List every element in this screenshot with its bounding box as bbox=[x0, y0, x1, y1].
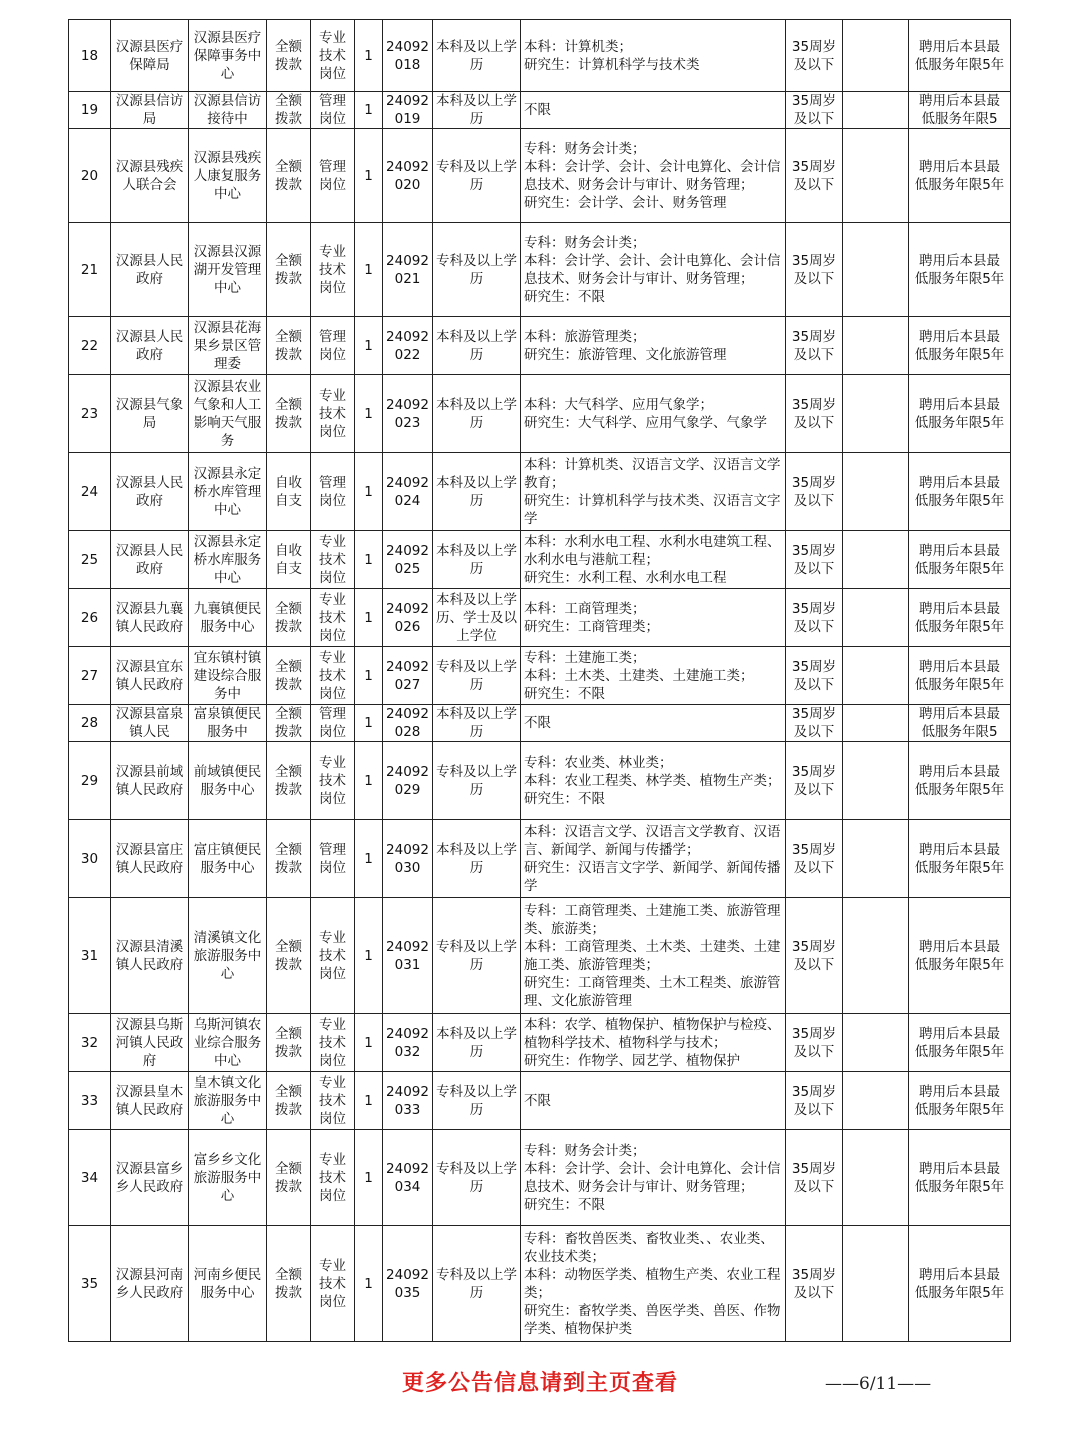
post-type-cell: 管理岗位 bbox=[311, 705, 355, 742]
service-term-note-cell: 聘用后本县最低服务年限5年 bbox=[909, 820, 1011, 898]
funding-type-cell: 全额拨款 bbox=[267, 1130, 311, 1226]
age-requirement-cell: 35周岁及以下 bbox=[786, 647, 843, 705]
age-requirement-cell: 35周岁及以下 bbox=[786, 705, 843, 742]
education-cell: 专科及以上学历 bbox=[433, 223, 521, 317]
hiring-count-cell: 1 bbox=[355, 129, 383, 223]
other-requirement-cell bbox=[843, 129, 909, 223]
major-requirement-cell: 专科：工商管理类、土建施工类、旅游管理类、旅游类； 本科：工商管理类、土木类、土建类、土建施工类、旅游管理类； 研究生：工商管理类、土木工程类、旅游管理、文化旅游管理 bbox=[521, 898, 786, 1014]
age-requirement-cell: 35周岁及以下 bbox=[786, 742, 843, 820]
post-code-cell: 24092031 bbox=[383, 898, 433, 1014]
unit-cell: 汉源县永定桥水库管理中心 bbox=[189, 453, 267, 531]
post-code-cell: 24092033 bbox=[383, 1072, 433, 1130]
post-code-cell: 24092035 bbox=[383, 1226, 433, 1342]
hiring-count-cell: 1 bbox=[355, 742, 383, 820]
row-number-cell: 22 bbox=[69, 317, 111, 375]
unit-cell: 汉源县医疗保障事务中心 bbox=[189, 20, 267, 92]
service-term-note-cell: 聘用后本县最低服务年限5 bbox=[909, 92, 1011, 129]
age-requirement-cell: 35周岁及以下 bbox=[786, 589, 843, 647]
table-row bbox=[69, 1130, 1011, 1226]
hiring-count-cell: 1 bbox=[355, 1072, 383, 1130]
post-code-cell: 24092029 bbox=[383, 742, 433, 820]
table-row bbox=[69, 375, 1011, 453]
post-code-cell: 24092018 bbox=[383, 20, 433, 92]
major-requirement-cell: 专科：财务会计类； 本科：会计学、会计、会计电算化、会计信息技术、财务会计与审计、财务管理； 研究生：会计学、会计、财务管理 bbox=[521, 129, 786, 223]
age-requirement-cell: 35周岁及以下 bbox=[786, 20, 843, 92]
service-term-note-cell: 聘用后本县最低服务年限5年 bbox=[909, 223, 1011, 317]
table-row bbox=[69, 223, 1011, 317]
unit-cell: 富乡乡文化旅游服务中心 bbox=[189, 1130, 267, 1226]
post-code-cell: 24092030 bbox=[383, 820, 433, 898]
department-cell: 汉源县富泉镇人民 bbox=[111, 705, 189, 742]
other-requirement-cell bbox=[843, 223, 909, 317]
table-row bbox=[69, 898, 1011, 1014]
funding-type-cell: 自收自支 bbox=[267, 453, 311, 531]
unit-cell: 汉源县信访接待中 bbox=[189, 92, 267, 129]
unit-cell: 汉源县永定桥水库服务中心 bbox=[189, 531, 267, 589]
funding-type-cell: 全额拨款 bbox=[267, 589, 311, 647]
service-term-note-cell: 聘用后本县最低服务年限5年 bbox=[909, 531, 1011, 589]
other-requirement-cell bbox=[843, 589, 909, 647]
post-type-cell: 专业技术岗位 bbox=[311, 1072, 355, 1130]
education-cell: 专科及以上学历 bbox=[433, 647, 521, 705]
education-cell: 专科及以上学历 bbox=[433, 1130, 521, 1226]
recruitment-table bbox=[68, 19, 1011, 1342]
post-code-cell: 24092032 bbox=[383, 1014, 433, 1072]
row-number-cell: 25 bbox=[69, 531, 111, 589]
post-type-cell: 专业技术岗位 bbox=[311, 1130, 355, 1226]
page-number: ——6/11—— bbox=[825, 1374, 932, 1394]
age-requirement-cell: 35周岁及以下 bbox=[786, 92, 843, 129]
hiring-count-cell: 1 bbox=[355, 820, 383, 898]
other-requirement-cell bbox=[843, 742, 909, 820]
homepage-link[interactable]: 更多公告信息请到主页查看 bbox=[401, 1371, 678, 1396]
hiring-count-cell: 1 bbox=[355, 647, 383, 705]
major-requirement-cell: 专科：土建施工类； 本科：土木类、土建类、土建施工类； 研究生：不限 bbox=[521, 647, 786, 705]
major-requirement-cell: 不限 bbox=[521, 92, 786, 129]
post-type-cell: 专业技术岗位 bbox=[311, 20, 355, 92]
other-requirement-cell bbox=[843, 20, 909, 92]
other-requirement-cell bbox=[843, 647, 909, 705]
unit-cell: 汉源县花海果乡景区管理委 bbox=[189, 317, 267, 375]
education-cell: 本科及以上学历 bbox=[433, 375, 521, 453]
hiring-count-cell: 1 bbox=[355, 705, 383, 742]
funding-type-cell: 全额拨款 bbox=[267, 20, 311, 92]
row-number-cell: 24 bbox=[69, 453, 111, 531]
row-number-cell: 18 bbox=[69, 20, 111, 92]
other-requirement-cell bbox=[843, 1072, 909, 1130]
major-requirement-cell: 本科：水利水电工程、水利水电建筑工程、水利水电与港航工程； 研究生：水利工程、水利水电工程 bbox=[521, 531, 786, 589]
table-row bbox=[69, 129, 1011, 223]
education-cell: 本科及以上学历 bbox=[433, 820, 521, 898]
row-number-cell: 21 bbox=[69, 223, 111, 317]
department-cell: 汉源县乌斯河镇人民政府 bbox=[111, 1014, 189, 1072]
row-number-cell: 34 bbox=[69, 1130, 111, 1226]
funding-type-cell: 全额拨款 bbox=[267, 1072, 311, 1130]
post-type-cell: 专业技术岗位 bbox=[311, 742, 355, 820]
service-term-note-cell: 聘用后本县最低服务年限5年 bbox=[909, 20, 1011, 92]
post-code-cell: 24092025 bbox=[383, 531, 433, 589]
post-code-cell: 24092019 bbox=[383, 92, 433, 129]
unit-cell: 皇木镇文化旅游服务中心 bbox=[189, 1072, 267, 1130]
unit-cell: 宜东镇村镇建设综合服务中 bbox=[189, 647, 267, 705]
post-type-cell: 专业技术岗位 bbox=[311, 589, 355, 647]
unit-cell: 河南乡便民服务中心 bbox=[189, 1226, 267, 1342]
hiring-count-cell: 1 bbox=[355, 375, 383, 453]
table-row bbox=[69, 531, 1011, 589]
unit-cell: 汉源县汉源湖开发管理中心 bbox=[189, 223, 267, 317]
hiring-count-cell: 1 bbox=[355, 20, 383, 92]
funding-type-cell: 全额拨款 bbox=[267, 705, 311, 742]
education-cell: 本科及以上学历 bbox=[433, 531, 521, 589]
unit-cell: 富泉镇便民服务中 bbox=[189, 705, 267, 742]
department-cell: 汉源县河南乡人民政府 bbox=[111, 1226, 189, 1342]
hiring-count-cell: 1 bbox=[355, 317, 383, 375]
row-number-cell: 28 bbox=[69, 705, 111, 742]
hiring-count-cell: 1 bbox=[355, 1226, 383, 1342]
department-cell: 汉源县气象局 bbox=[111, 375, 189, 453]
other-requirement-cell bbox=[843, 531, 909, 589]
funding-type-cell: 全额拨款 bbox=[267, 223, 311, 317]
service-term-note-cell: 聘用后本县最低服务年限5年 bbox=[909, 589, 1011, 647]
department-cell: 汉源县宜东镇人民政府 bbox=[111, 647, 189, 705]
post-type-cell: 专业技术岗位 bbox=[311, 1226, 355, 1342]
department-cell: 汉源县皇木镇人民政府 bbox=[111, 1072, 189, 1130]
major-requirement-cell: 本科：旅游管理类； 研究生：旅游管理、文化旅游管理 bbox=[521, 317, 786, 375]
post-type-cell: 管理岗位 bbox=[311, 453, 355, 531]
department-cell: 汉源县富乡乡人民政府 bbox=[111, 1130, 189, 1226]
education-cell: 本科及以上学历、学士及以上学位 bbox=[433, 589, 521, 647]
row-number-cell: 33 bbox=[69, 1072, 111, 1130]
post-type-cell: 专业技术岗位 bbox=[311, 1014, 355, 1072]
table-body bbox=[69, 20, 1011, 1342]
table-row bbox=[69, 820, 1011, 898]
major-requirement-cell: 本科：工商管理类； 研究生：工商管理类； bbox=[521, 589, 786, 647]
post-type-cell: 专业技术岗位 bbox=[311, 531, 355, 589]
service-term-note-cell: 聘用后本县最低服务年限5年 bbox=[909, 1014, 1011, 1072]
post-code-cell: 24092021 bbox=[383, 223, 433, 317]
funding-type-cell: 全额拨款 bbox=[267, 820, 311, 898]
funding-type-cell: 全额拨款 bbox=[267, 898, 311, 1014]
department-cell: 汉源县九襄镇人民政府 bbox=[111, 589, 189, 647]
table-row bbox=[69, 1072, 1011, 1130]
table-row bbox=[69, 705, 1011, 742]
table-row bbox=[69, 453, 1011, 531]
department-cell: 汉源县前域镇人民政府 bbox=[111, 742, 189, 820]
funding-type-cell: 全额拨款 bbox=[267, 647, 311, 705]
major-requirement-cell: 不限 bbox=[521, 705, 786, 742]
service-term-note-cell: 聘用后本县最低服务年限5年 bbox=[909, 1226, 1011, 1342]
major-requirement-cell: 本科：汉语言文学、汉语言文学教育、汉语言、新闻学、新闻与传播学； 研究生：汉语言文字学、新闻学、新闻传播学 bbox=[521, 820, 786, 898]
department-cell: 汉源县医疗保障局 bbox=[111, 20, 189, 92]
other-requirement-cell bbox=[843, 820, 909, 898]
hiring-count-cell: 1 bbox=[355, 1130, 383, 1226]
education-cell: 本科及以上学历 bbox=[433, 92, 521, 129]
service-term-note-cell: 聘用后本县最低服务年限5年 bbox=[909, 647, 1011, 705]
department-cell: 汉源县人民政府 bbox=[111, 223, 189, 317]
row-number-cell: 32 bbox=[69, 1014, 111, 1072]
age-requirement-cell: 35周岁及以下 bbox=[786, 1014, 843, 1072]
major-requirement-cell: 专科：财务会计类； 本科：会计学、会计、会计电算化、会计信息技术、财务会计与审计、财务管理； 研究生：不限 bbox=[521, 1130, 786, 1226]
major-requirement-cell: 本科：农学、植物保护、植物保护与检疫、植物科学技术、植物科学与技术； 研究生：作物学、园艺学、植物保护 bbox=[521, 1014, 786, 1072]
table-row bbox=[69, 92, 1011, 129]
hiring-count-cell: 1 bbox=[355, 1014, 383, 1072]
education-cell: 专科及以上学历 bbox=[433, 129, 521, 223]
hiring-count-cell: 1 bbox=[355, 92, 383, 129]
education-cell: 本科及以上学历 bbox=[433, 317, 521, 375]
major-requirement-cell: 本科：大气科学、应用气象学； 研究生：大气科学、应用气象学、气象学 bbox=[521, 375, 786, 453]
post-code-cell: 24092028 bbox=[383, 705, 433, 742]
funding-type-cell: 全额拨款 bbox=[267, 92, 311, 129]
age-requirement-cell: 35周岁及以下 bbox=[786, 317, 843, 375]
education-cell: 本科及以上学历 bbox=[433, 1014, 521, 1072]
age-requirement-cell: 35周岁及以下 bbox=[786, 129, 843, 223]
row-number-cell: 31 bbox=[69, 898, 111, 1014]
post-code-cell: 24092024 bbox=[383, 453, 433, 531]
education-cell: 专科及以上学历 bbox=[433, 898, 521, 1014]
other-requirement-cell bbox=[843, 453, 909, 531]
other-requirement-cell bbox=[843, 1130, 909, 1226]
row-number-cell: 30 bbox=[69, 820, 111, 898]
row-number-cell: 20 bbox=[69, 129, 111, 223]
service-term-note-cell: 聘用后本县最低服务年限5年 bbox=[909, 1072, 1011, 1130]
other-requirement-cell bbox=[843, 375, 909, 453]
post-code-cell: 24092026 bbox=[383, 589, 433, 647]
table-row bbox=[69, 317, 1011, 375]
unit-cell: 富庄镇便民服务中心 bbox=[189, 820, 267, 898]
row-number-cell: 27 bbox=[69, 647, 111, 705]
funding-type-cell: 全额拨款 bbox=[267, 742, 311, 820]
funding-type-cell: 全额拨款 bbox=[267, 1226, 311, 1342]
table-row bbox=[69, 742, 1011, 820]
row-number-cell: 23 bbox=[69, 375, 111, 453]
major-requirement-cell: 不限 bbox=[521, 1072, 786, 1130]
funding-type-cell: 全额拨款 bbox=[267, 129, 311, 223]
other-requirement-cell bbox=[843, 705, 909, 742]
post-code-cell: 24092034 bbox=[383, 1130, 433, 1226]
post-type-cell: 专业技术岗位 bbox=[311, 375, 355, 453]
row-number-cell: 26 bbox=[69, 589, 111, 647]
age-requirement-cell: 35周岁及以下 bbox=[786, 453, 843, 531]
unit-cell: 乌斯河镇农业综合服务中心 bbox=[189, 1014, 267, 1072]
other-requirement-cell bbox=[843, 898, 909, 1014]
post-type-cell: 管理岗位 bbox=[311, 317, 355, 375]
post-type-cell: 管理岗位 bbox=[311, 820, 355, 898]
age-requirement-cell: 35周岁及以下 bbox=[786, 223, 843, 317]
education-cell: 专科及以上学历 bbox=[433, 1072, 521, 1130]
row-number-cell: 29 bbox=[69, 742, 111, 820]
unit-cell: 清溪镇文化旅游服务中心 bbox=[189, 898, 267, 1014]
post-code-cell: 24092020 bbox=[383, 129, 433, 223]
education-cell: 专科及以上学历 bbox=[433, 742, 521, 820]
department-cell: 汉源县清溪镇人民政府 bbox=[111, 898, 189, 1014]
service-term-note-cell: 聘用后本县最低服务年限5年 bbox=[909, 898, 1011, 1014]
row-number-cell: 19 bbox=[69, 92, 111, 129]
other-requirement-cell bbox=[843, 1014, 909, 1072]
post-type-cell: 专业技术岗位 bbox=[311, 647, 355, 705]
hiring-count-cell: 1 bbox=[355, 453, 383, 531]
service-term-note-cell: 聘用后本县最低服务年限5年 bbox=[909, 317, 1011, 375]
service-term-note-cell: 聘用后本县最低服务年限5年 bbox=[909, 375, 1011, 453]
unit-cell: 汉源县残疾人康复服务中心 bbox=[189, 129, 267, 223]
service-term-note-cell: 聘用后本县最低服务年限5 bbox=[909, 705, 1011, 742]
hiring-count-cell: 1 bbox=[355, 898, 383, 1014]
other-requirement-cell bbox=[843, 317, 909, 375]
service-term-note-cell: 聘用后本县最低服务年限5年 bbox=[909, 1130, 1011, 1226]
department-cell: 汉源县人民政府 bbox=[111, 317, 189, 375]
other-requirement-cell bbox=[843, 92, 909, 129]
age-requirement-cell: 35周岁及以下 bbox=[786, 531, 843, 589]
education-cell: 本科及以上学历 bbox=[433, 20, 521, 92]
post-code-cell: 24092023 bbox=[383, 375, 433, 453]
age-requirement-cell: 35周岁及以下 bbox=[786, 1072, 843, 1130]
age-requirement-cell: 35周岁及以下 bbox=[786, 1130, 843, 1226]
major-requirement-cell: 本科：计算机类； 研究生：计算机科学与技术类 bbox=[521, 20, 786, 92]
table-row bbox=[69, 589, 1011, 647]
hiring-count-cell: 1 bbox=[355, 531, 383, 589]
post-type-cell: 管理岗位 bbox=[311, 129, 355, 223]
department-cell: 汉源县人民政府 bbox=[111, 453, 189, 531]
department-cell: 汉源县残疾人联合会 bbox=[111, 129, 189, 223]
post-type-cell: 专业技术岗位 bbox=[311, 898, 355, 1014]
hiring-count-cell: 1 bbox=[355, 589, 383, 647]
unit-cell: 汉源县农业气象和人工影响天气服务 bbox=[189, 375, 267, 453]
row-number-cell: 35 bbox=[69, 1226, 111, 1342]
department-cell: 汉源县富庄镇人民政府 bbox=[111, 820, 189, 898]
age-requirement-cell: 35周岁及以下 bbox=[786, 898, 843, 1014]
department-cell: 汉源县人民政府 bbox=[111, 531, 189, 589]
education-cell: 本科及以上学历 bbox=[433, 705, 521, 742]
table-row bbox=[69, 1226, 1011, 1342]
funding-type-cell: 全额拨款 bbox=[267, 1014, 311, 1072]
table-row bbox=[69, 1014, 1011, 1072]
major-requirement-cell: 专科：财务会计类； 本科：会计学、会计、会计电算化、会计信息技术、财务会计与审计、财务管理； 研究生：不限 bbox=[521, 223, 786, 317]
post-code-cell: 24092027 bbox=[383, 647, 433, 705]
other-requirement-cell bbox=[843, 1226, 909, 1342]
hiring-count-cell: 1 bbox=[355, 223, 383, 317]
funding-type-cell: 全额拨款 bbox=[267, 317, 311, 375]
table-row bbox=[69, 647, 1011, 705]
unit-cell: 九襄镇便民服务中心 bbox=[189, 589, 267, 647]
department-cell: 汉源县信访局 bbox=[111, 92, 189, 129]
age-requirement-cell: 35周岁及以下 bbox=[786, 1226, 843, 1342]
post-type-cell: 专业技术岗位 bbox=[311, 223, 355, 317]
major-requirement-cell: 专科：畜牧兽医类、畜牧业类、、农业类、农业技术类； 本科：动物医学类、植物生产类、农业工程类； 研究生：畜牧学类、兽医学类、兽医、作物学类、植物保护类 bbox=[521, 1226, 786, 1342]
post-code-cell: 24092022 bbox=[383, 317, 433, 375]
table-row bbox=[69, 20, 1011, 92]
age-requirement-cell: 35周岁及以下 bbox=[786, 820, 843, 898]
service-term-note-cell: 聘用后本县最低服务年限5年 bbox=[909, 129, 1011, 223]
post-type-cell: 管理岗位 bbox=[311, 92, 355, 129]
funding-type-cell: 自收自支 bbox=[267, 531, 311, 589]
major-requirement-cell: 专科：农业类、林业类； 本科：农业工程类、林学类、植物生产类； 研究生：不限 bbox=[521, 742, 786, 820]
major-requirement-cell: 本科：计算机类、汉语言文学、汉语言文学教育； 研究生：计算机科学与技术类、汉语言文字学 bbox=[521, 453, 786, 531]
age-requirement-cell: 35周岁及以下 bbox=[786, 375, 843, 453]
service-term-note-cell: 聘用后本县最低服务年限5年 bbox=[909, 742, 1011, 820]
unit-cell: 前域镇便民服务中心 bbox=[189, 742, 267, 820]
service-term-note-cell: 聘用后本县最低服务年限5年 bbox=[909, 453, 1011, 531]
funding-type-cell: 全额拨款 bbox=[267, 375, 311, 453]
education-cell: 专科及以上学历 bbox=[433, 1226, 521, 1342]
education-cell: 本科及以上学历 bbox=[433, 453, 521, 531]
